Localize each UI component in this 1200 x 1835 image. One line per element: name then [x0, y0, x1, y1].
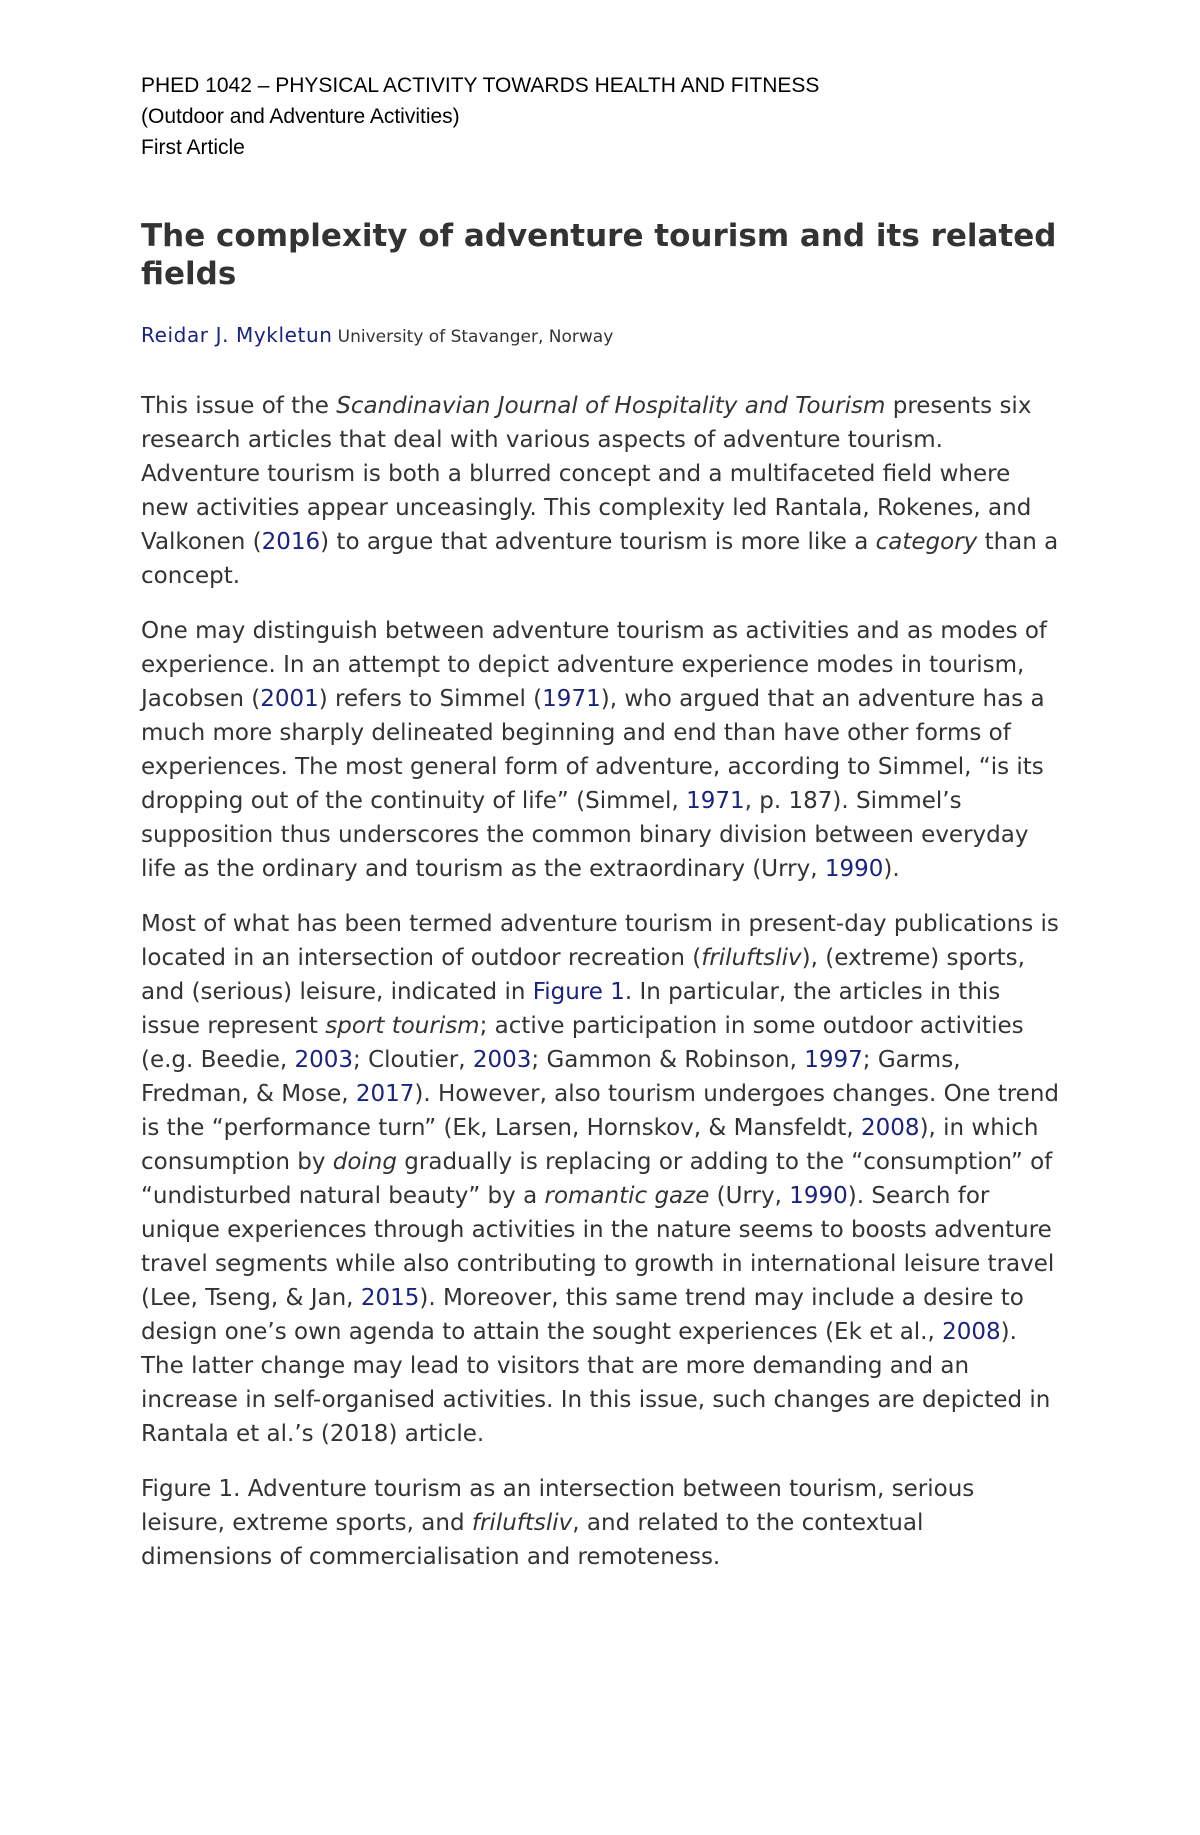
text-run: ) to argue that adventure tourism is more like a [320, 529, 876, 555]
text-run: , and related to the contextual dimensions of commercialisation and remoteness. [141, 1510, 924, 1570]
italic-text: friluftsliv [701, 945, 802, 971]
course-header [141, 70, 1061, 163]
article-number-line: First Article [141, 136, 245, 159]
article-body [141, 389, 1061, 1574]
citation-link[interactable]: 1997 [804, 1047, 863, 1073]
citation-link[interactable]: Figure 1 [532, 979, 625, 1005]
citation-link[interactable]: 2003 [294, 1047, 354, 1073]
text-run: ; active participation in some outdoor activities (e.g. Beedie, [141, 1013, 1024, 1073]
text-run: presents six research articles that deal with various aspects of adventure tourism. Adventure tourism is both a blurred concept and a multifaceted field where new activities appear unceasingly. This complexity led Rantala, Rokenes, and Valkonen ( [141, 393, 1032, 555]
text-run: Most of what has been termed adventure tourism in present-day publications is located in an intersection of outdoor recreation ( [141, 911, 1059, 971]
author-affiliation: University of Stavanger, Norway [337, 327, 614, 347]
text-run: than a concept. [141, 529, 1059, 589]
citation-link[interactable]: 2001 [260, 686, 319, 712]
figure-caption [141, 1472, 1061, 1574]
italic-text: friluftsliv [471, 1510, 573, 1536]
text-run: One may distinguish between adventure tourism as activities and as modes of experience. In an attempt to depict adventure experience modes in tourism, Jacobsen ( [141, 618, 1048, 712]
text-run: This issue of the [141, 393, 337, 419]
article-title: The complexity of adventure tourism and its related fields [141, 218, 1057, 292]
body-paragraph [141, 907, 1061, 1451]
body-paragraph [141, 614, 1061, 886]
text-run: ; Gammon & Robinson, [531, 1047, 805, 1073]
citation-link[interactable]: 2008 [861, 1115, 920, 1141]
course-code-line: PHED 1042 – PHYSICAL ACTIVITY TOWARDS HEALTH AND FITNESS [141, 74, 820, 97]
text-run: (Urry, [709, 1183, 790, 1209]
text-run: ), who argued that an adventure has a much more sharply delineated beginning and end than have other forms of experiences. The most general form of adventure, according to Simmel, “is its dropping out of the continuity of life” (Simmel, [141, 686, 1045, 814]
text-run: ; Cloutier, [353, 1047, 473, 1073]
text-run: . In particular, the articles in this issue represent [141, 979, 1001, 1039]
author-line [141, 323, 1061, 347]
citation-link[interactable]: 2008 [942, 1319, 1001, 1345]
text-run: ). Moreover, this same trend may include a desire to design one’s own agenda to attain the sought experiences (Ek et al., [141, 1285, 1024, 1345]
body-paragraph [141, 389, 1061, 593]
citation-link[interactable]: 2016 [261, 529, 321, 555]
text-run: , p. 187). Simmel’s supposition thus underscores the common binary division between everyday life as the ordinary and tourism as the extraordinary (Urry, [141, 788, 1029, 882]
citation-link[interactable]: 1990 [824, 856, 884, 882]
citation-link[interactable]: 1971 [686, 788, 745, 814]
text-run: Figure 1. Adventure tourism as an intersection between tourism, serious leisure, extreme sports, and [141, 1476, 975, 1536]
text-run: ). The latter change may lead to visitors that are more demanding and an increase in self-organised activities. In this issue, such changes are depicted in Rantala et al.’s (2018) article. [141, 1319, 1051, 1447]
author-link[interactable]: Reidar J. Mykletun [141, 323, 333, 347]
citation-link[interactable]: 2017 [355, 1081, 415, 1107]
italic-text: sport tourism [325, 1013, 480, 1039]
text-run: ). However, also tourism undergoes changes. One trend is the “performance turn” (Ek, Larsen, Hornskov, & Mansfeldt, [141, 1081, 1060, 1141]
text-run: ; Garms, Fredman, & Mose, [141, 1047, 961, 1107]
citation-link[interactable]: 1971 [542, 686, 601, 712]
citation-link[interactable]: 2003 [472, 1047, 532, 1073]
text-run: ). Search for unique experiences through activities in the nature seems to boosts adventure travel segments while also contributing to growth in international leisure travel (Lee, Tseng, & Jan, [141, 1183, 1055, 1311]
citation-link[interactable]: 1990 [789, 1183, 848, 1209]
italic-text: Scandinavian Journal of Hospitality and Tourism [336, 393, 886, 419]
text-run: gradually is replacing or adding to the “consumption” of “undisturbed natural beauty” by a [141, 1149, 1053, 1209]
document-page [141, 70, 1061, 1595]
text-run: ). [883, 856, 900, 882]
text-run: ) refers to Simmel ( [318, 686, 543, 712]
citation-link[interactable]: 2015 [360, 1285, 420, 1311]
course-subtitle-line: (Outdoor and Adventure Activities) [141, 105, 460, 128]
text-run: ), (extreme) sports, and (serious) leisure, indicated in [141, 945, 1025, 1005]
text-run: ), in which consumption by [141, 1115, 1039, 1175]
italic-text: romantic gaze [544, 1183, 710, 1209]
italic-text: category [875, 529, 978, 555]
italic-text: doing [332, 1149, 397, 1175]
